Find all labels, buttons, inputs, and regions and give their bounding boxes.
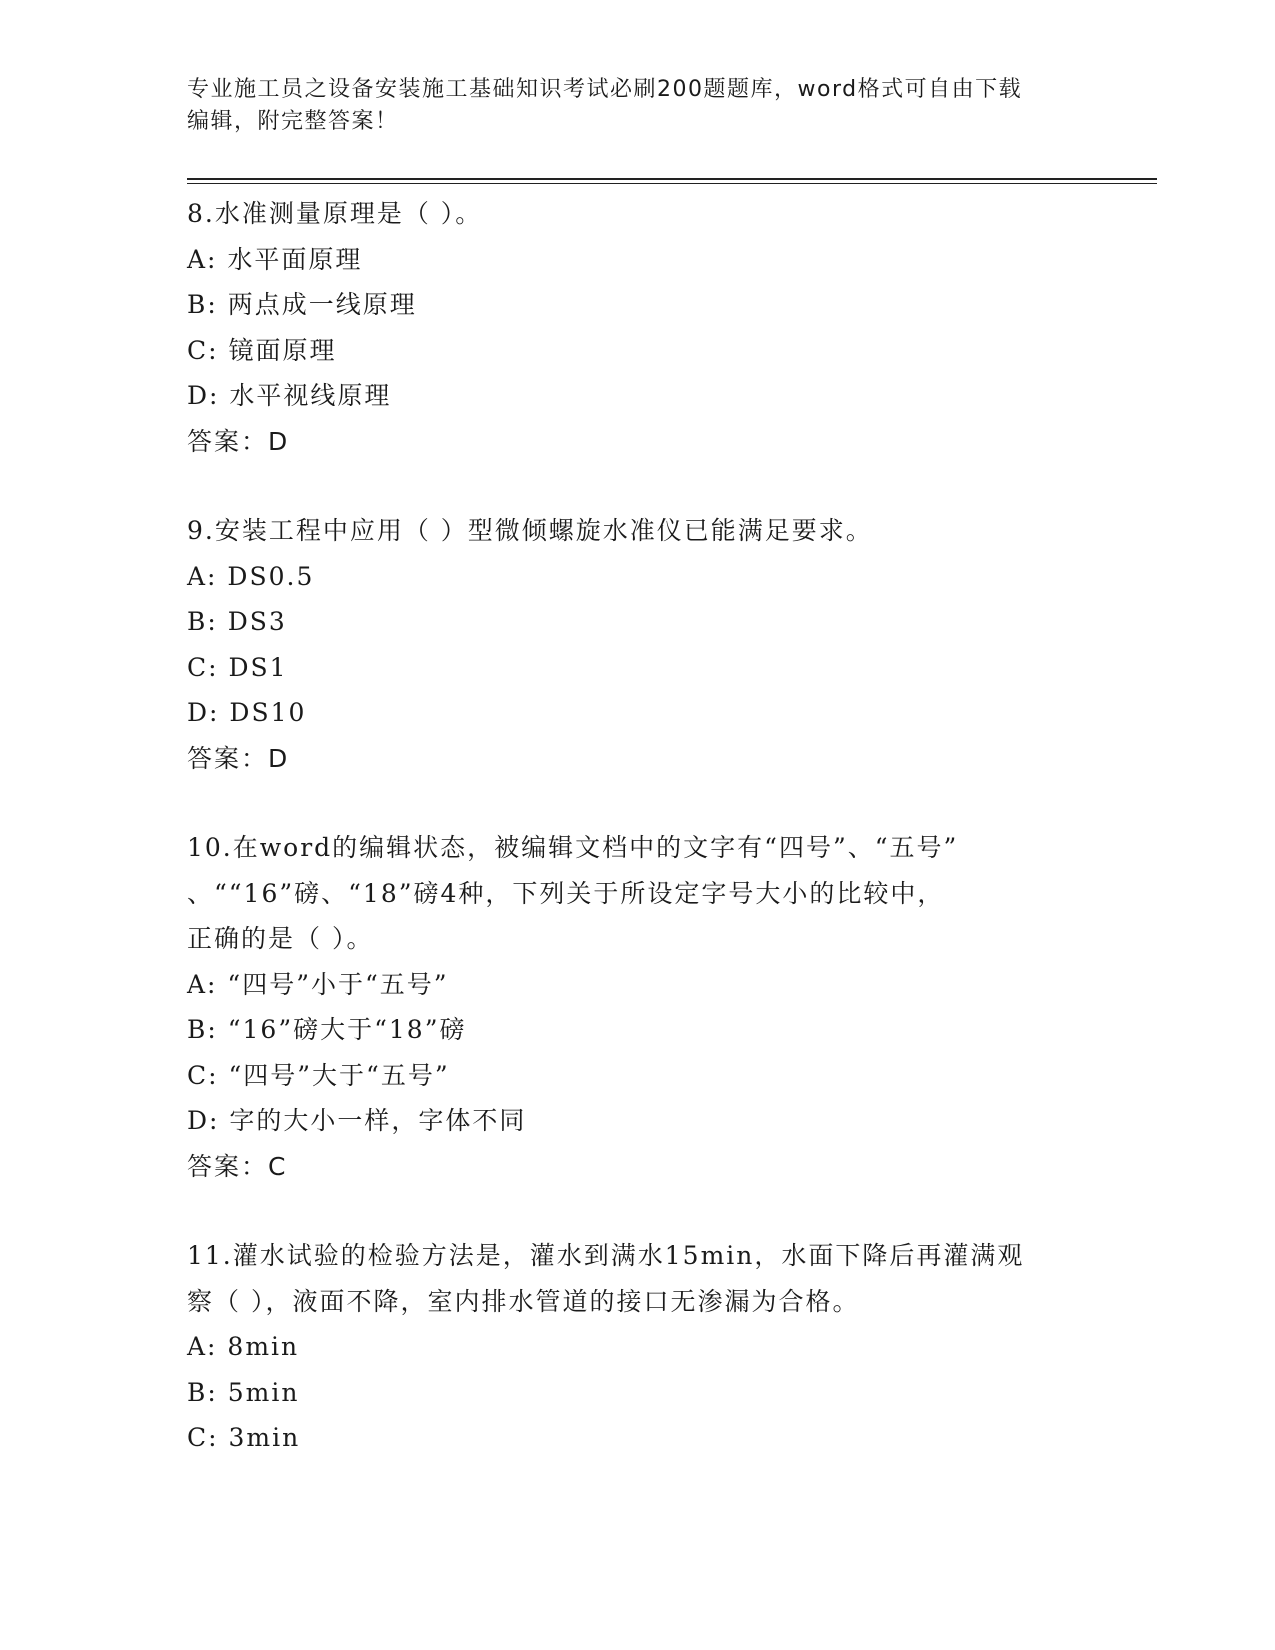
option-b: B: DS3 [187,607,287,636]
question-stem: 8.水准测量原理是（ ）。 [187,199,483,228]
option-c: C: 镜面原理 [187,335,337,365]
answer: 答案：C [187,1151,288,1181]
option-c: C: “四号”大于“五号” [187,1060,450,1090]
option-a: A: 8min [187,1332,300,1361]
option-d: D: DS10 [187,698,307,727]
answer: 答案：D [187,426,290,456]
question-stem-line-2: 察（ ），液面不降，室内排水管道的接口无渗漏为合格。 [187,1286,860,1316]
answer: 答案：D [187,743,290,773]
question-stem-line-3: 正确的是（ ）。 [187,924,374,953]
option-b: B: “16”磅大于“18”磅 [187,1015,467,1044]
question-9 [187,508,1067,781]
header-line-2: 编辑，附完整答案！ [187,109,399,134]
option-a: A: 水平面原理 [187,244,363,274]
option-d: D: 字的大小一样，字体不同 [187,1106,527,1135]
question-stem-line-1: 10.在word的编辑状态，被编辑文档中的文字有“四号”、“五号” [187,833,959,862]
option-c: C: DS1 [187,652,288,682]
option-c: C: 3min [187,1423,301,1452]
question-stem-line-2: 、““16”磅、“18”磅4种，下列关于所设定字号大小的比较中， [187,878,945,908]
option-a: A: “四号”小于“五号” [187,969,449,999]
option-b: B: 5min [187,1377,300,1407]
header-line-1: 专业施工员之设备安装施工基础知识考试必刷200题题库，word格式可自由下载 [187,77,1023,102]
header-divider [187,178,1157,184]
question-stem-line-1: 11.灌水试验的检验方法是，灌水到满水15min，水面下降后再灌满观 [187,1241,1025,1270]
option-a: A: DS0.5 [187,561,315,591]
option-d: D: 水平视线原理 [187,381,392,410]
question-stem: 9.安装工程中应用（ ）型微倾螺旋水准仪已能满足要求。 [187,516,873,545]
question-list [187,191,1067,1461]
document-page [187,0,1157,1650]
question-8 [187,191,1067,464]
document-header [187,74,1067,138]
option-b: B: 两点成一线原理 [187,290,417,319]
question-10 [187,825,1067,1189]
question-11 [187,1233,1067,1461]
